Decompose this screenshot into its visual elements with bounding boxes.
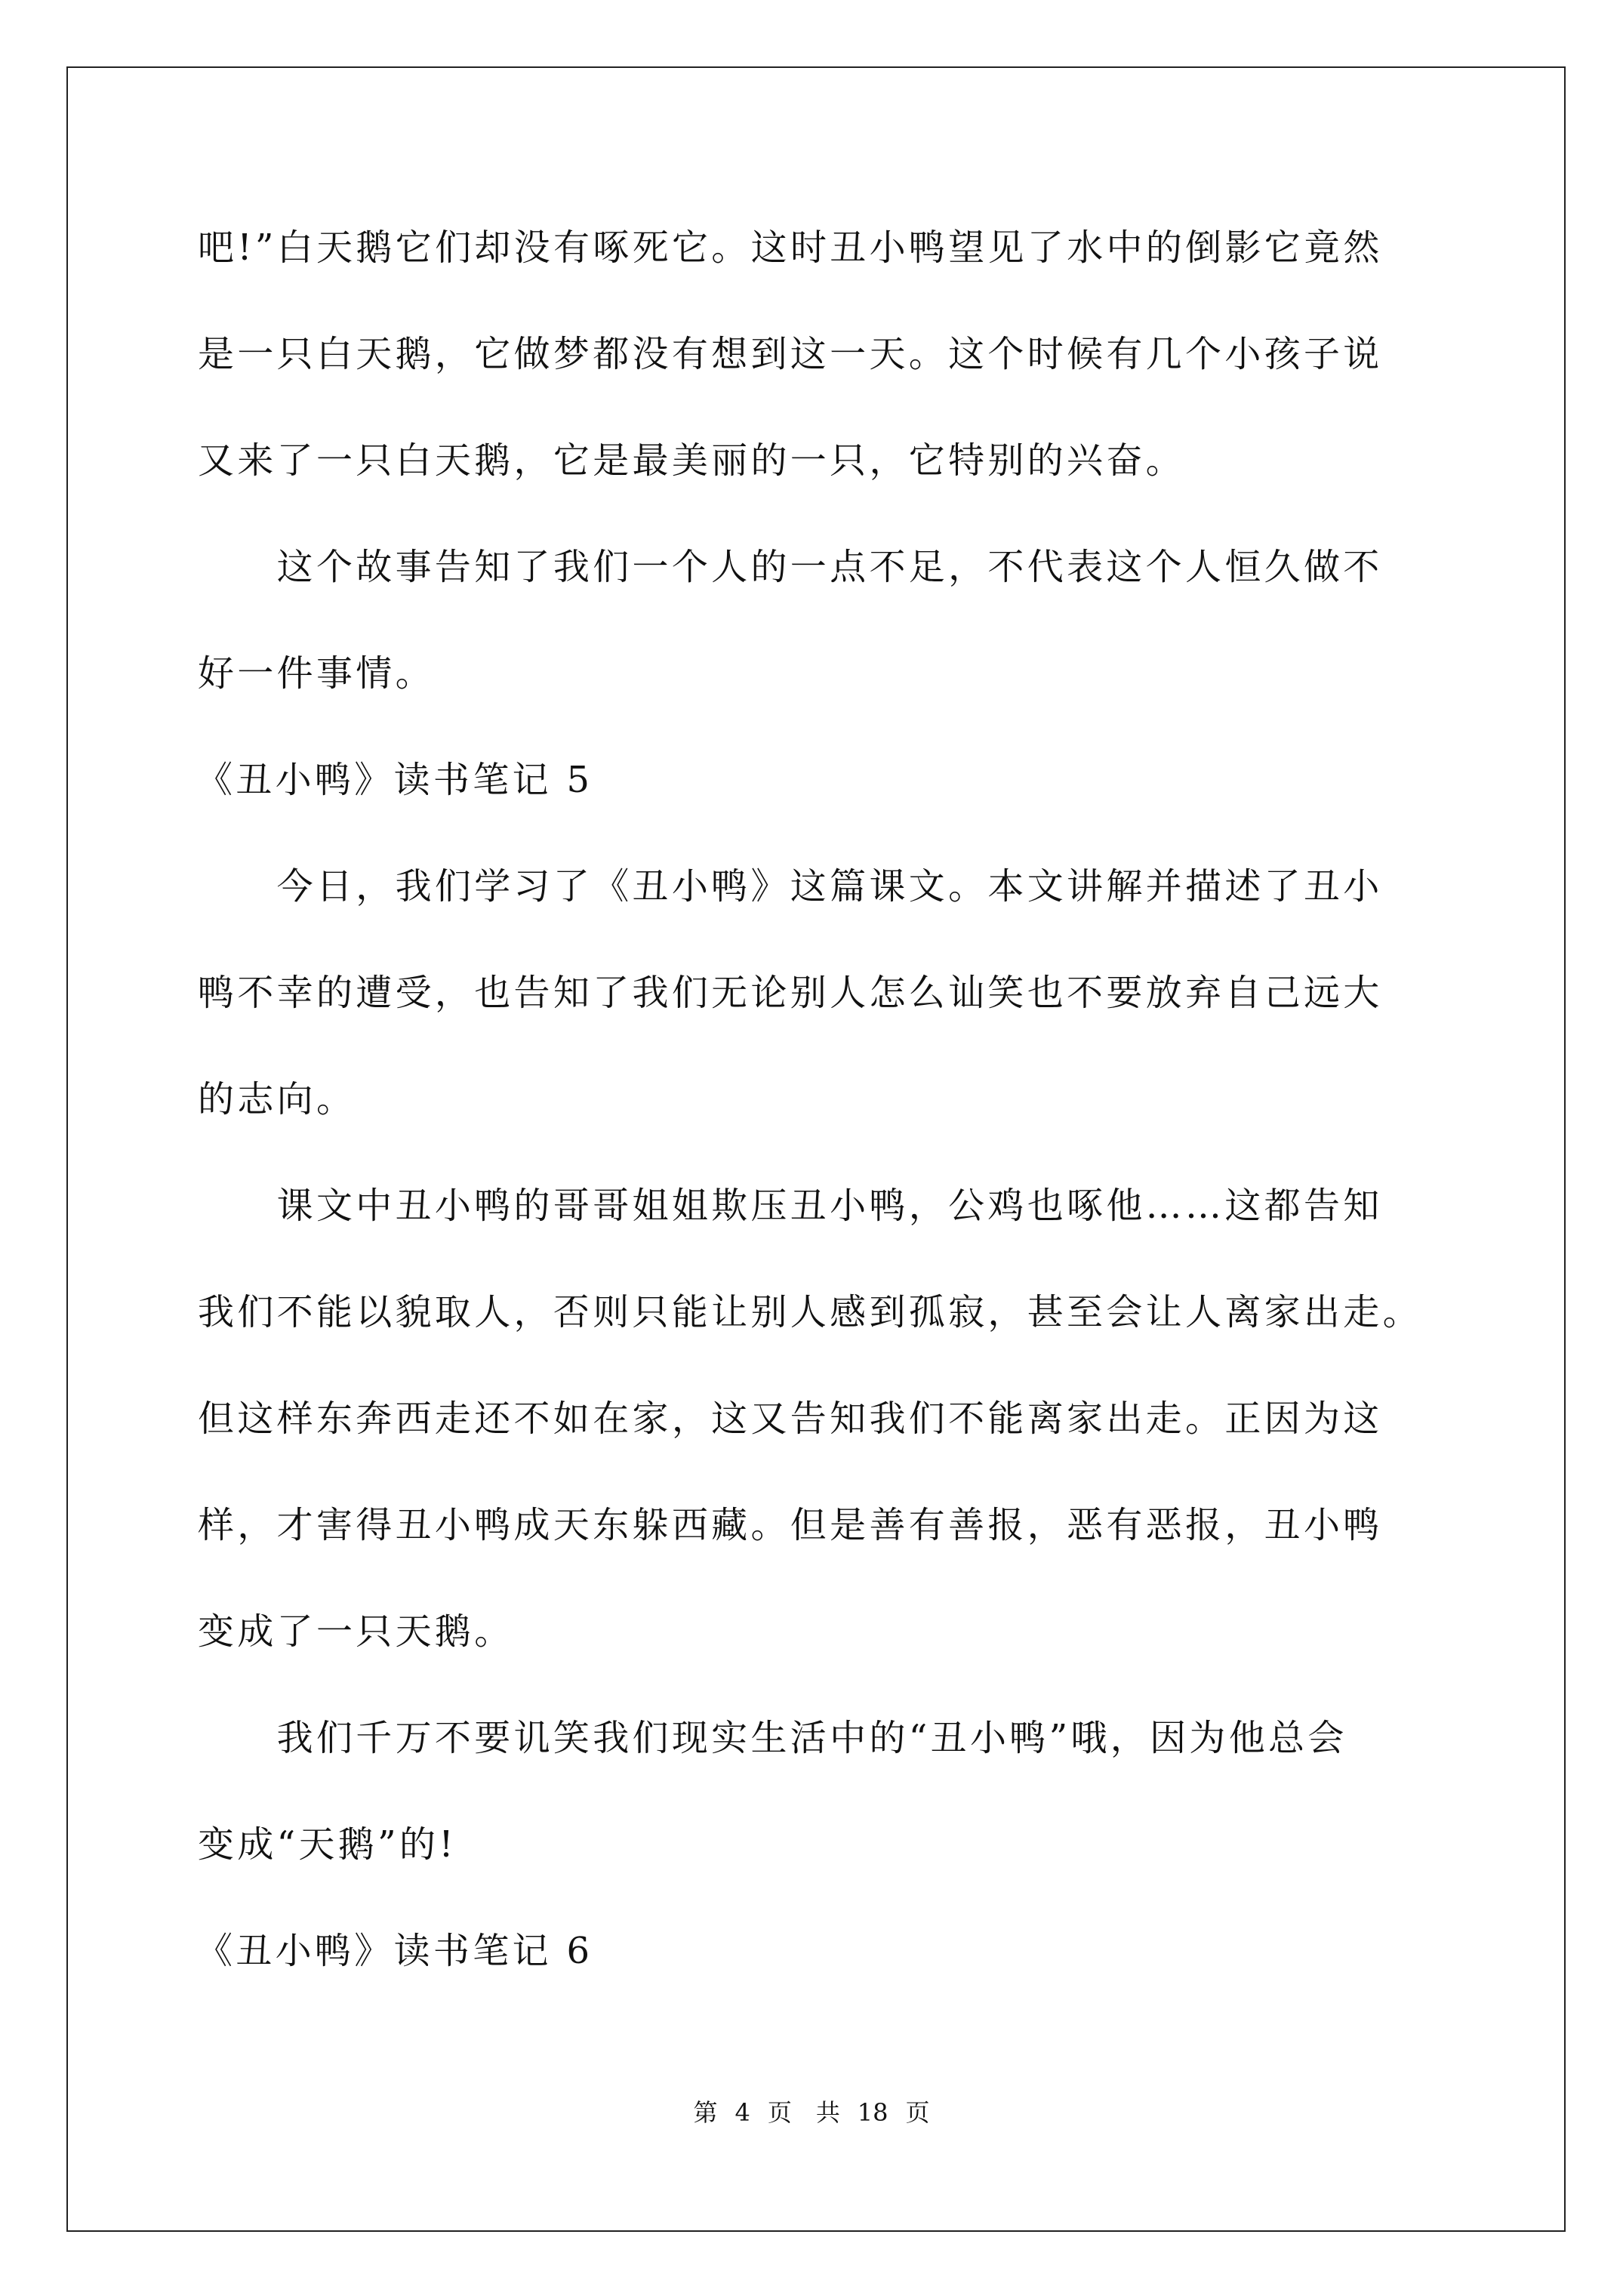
- text-line: 变成“天鹅”的!: [198, 1823, 457, 1866]
- text-line: 又来了一只白天鹅，它是最美丽的一只，它特别的兴奋。: [198, 439, 1186, 482]
- page-footer: 第 4 页 共 18 页: [693, 2098, 930, 2127]
- text-line: 样，才害得丑小鸭成天东躲西藏。但是善有善报，恶有恶报，丑小鸭: [198, 1504, 1383, 1546]
- document-body: [198, 220, 1481, 2030]
- text-line: 但这样东奔西走还不如在家，这又告知我们不能离家出走。正因为这: [198, 1398, 1383, 1440]
- text-line: 课文中丑小鸭的哥哥姐姐欺压丑小鸭，公鸡也啄他……这都告知: [198, 1185, 1383, 1227]
- text-line: 我们不能以貌取人，否则只能让别人感到孤寂，甚至会让人离家出走。: [198, 1291, 1422, 1333]
- section-heading: 《丑小鸭》读书笔记 6: [196, 1930, 593, 1972]
- text-line: 变成了一只天鹅。: [198, 1610, 514, 1653]
- text-line: 今日，我们学习了《丑小鸭》这篇课文。本文讲解并描述了丑小: [198, 865, 1383, 908]
- text-line: 的志向。: [198, 1078, 356, 1120]
- text-line: 吧!”白天鹅它们却没有啄死它。这时丑小鸭望见了水中的倒影它竟然: [198, 227, 1383, 269]
- text-line: 好一件事情。: [198, 652, 435, 695]
- text-line: 我们千万不要讥笑我们现实生活中的“丑小鸭”哦，因为他总会: [198, 1717, 1347, 1759]
- section-heading: 《丑小鸭》读书笔记 5: [196, 759, 593, 801]
- text-line: 这个故事告知了我们一个人的一点不足，不代表这个人恒久做不: [198, 546, 1383, 588]
- text-line: 鸭不幸的遭受，也告知了我们无论别人怎么讪笑也不要放弃自己远大: [198, 972, 1383, 1014]
- text-line: 是一只白天鹅，它做梦都没有想到这一天。这个时候有几个小孩子说: [198, 333, 1383, 375]
